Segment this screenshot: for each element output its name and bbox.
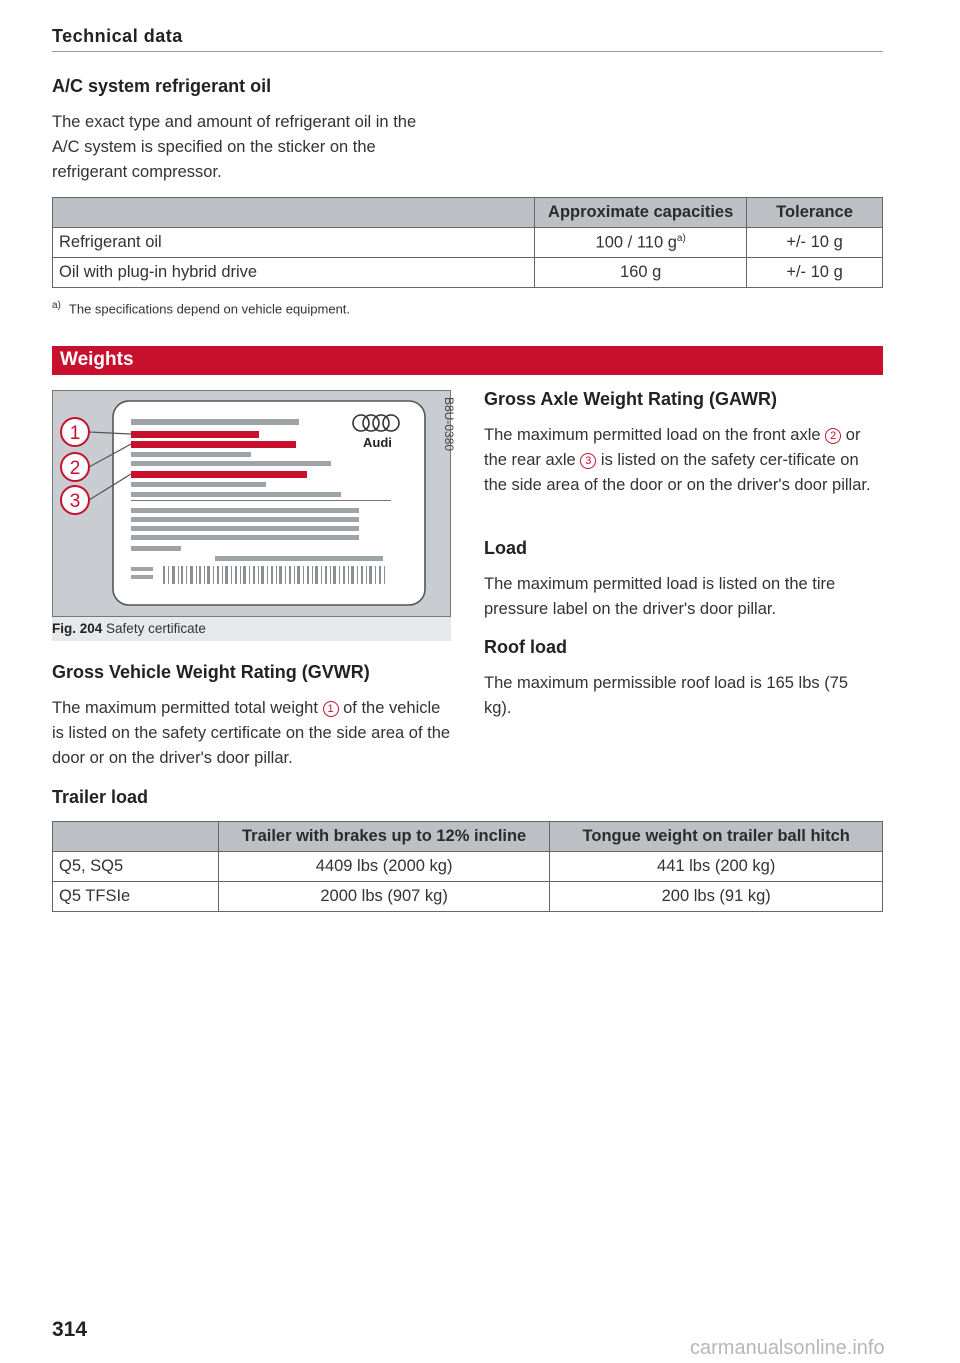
ac-intro: The exact type and amount of refrigerant oil in the A/C system is specified on the sticker on the refrigerant compressor.	[52, 113, 417, 181]
table-cell: +/- 10 g	[747, 258, 883, 288]
gvwr-heading: Gross Vehicle Weight Rating (GVWR)	[52, 662, 370, 682]
callout-1	[61, 418, 89, 446]
gvwr-text-after: of the vehicle is listed on the safety certificate on the side area of the door or on the driver's door pillar.	[52, 699, 451, 767]
gawr-text-a: The maximum permitted load on the front axle	[484, 426, 821, 444]
gvwr-text	[52, 696, 452, 771]
table-cell: +/- 10 g	[747, 228, 883, 258]
capacity-value: 100 / 110 g	[595, 233, 677, 252]
callout-number: 2	[69, 458, 81, 479]
ref-3-icon: 3	[580, 453, 596, 469]
footnote-text: The specifications depend on vehicle equipment.	[68, 301, 351, 317]
table-row	[53, 852, 883, 882]
table-cell: Oil with plug-in hybrid drive	[53, 258, 535, 288]
table-cell: Q5, SQ5	[53, 852, 219, 882]
table-header-row	[53, 822, 883, 852]
table-cell: 2000 lbs (907 kg)	[218, 882, 550, 912]
load-heading: Load	[484, 538, 527, 558]
table-row	[53, 258, 883, 288]
gawr-text-b: or the rear axle	[484, 426, 861, 469]
trailer-heading: Trailer load	[52, 787, 149, 807]
table-cell	[535, 228, 747, 258]
refrigerant-table	[52, 197, 883, 288]
section-title: Technical data	[52, 26, 183, 46]
ref-1-icon: 1	[323, 701, 339, 717]
table-header-cell: Tongue weight on trailer ball hitch	[550, 822, 883, 852]
gawr-text-c: is listed on the safety cer-tificate on the side area of the door or on the driver's door pillar.	[484, 451, 871, 494]
header-divider	[52, 51, 883, 52]
page-number: 314	[52, 1318, 88, 1341]
safety-certificate-figure	[52, 390, 456, 617]
figure-label: Fig. 204	[52, 621, 103, 636]
gawr-text	[484, 423, 882, 498]
table-row	[53, 882, 883, 912]
table-cell: Q5 TFSIe	[53, 882, 219, 912]
callout-number: 1	[69, 423, 81, 444]
figure-caption	[52, 617, 451, 641]
roof-load-text: The maximum permissible roof load is 165 lbs (75 kg).	[484, 674, 849, 717]
ref-2-icon: 2	[825, 428, 841, 444]
table-cell: Refrigerant oil	[53, 228, 535, 258]
figure-caption-text: Safety certificate	[106, 621, 206, 636]
table-cell: 4409 lbs (2000 kg)	[218, 852, 550, 882]
logo-text: Audi	[363, 435, 392, 450]
figure-code: B8U-0380	[442, 397, 456, 452]
table-row	[53, 228, 883, 258]
footnote	[52, 300, 350, 316]
table-cell: 200 lbs (91 kg)	[550, 882, 883, 912]
ac-heading: A/C system refrigerant oil	[52, 76, 272, 96]
weights-banner	[52, 346, 883, 375]
table-header-cell: Tolerance	[747, 198, 883, 228]
table-header-cell: Trailer with brakes up to 12% incline	[218, 822, 550, 852]
safety-certificate-illustration	[53, 391, 456, 616]
callout-3	[61, 486, 89, 514]
weights-banner-title: Weights	[60, 349, 134, 370]
table-cell: 160 g	[535, 258, 747, 288]
footnote-ref: a)	[676, 232, 686, 244]
table-header-cell	[53, 198, 535, 228]
footnote-mark: a)	[52, 300, 61, 311]
watermark: carmanualsonline.info	[690, 1337, 885, 1359]
table-cell: 441 lbs (200 kg)	[550, 852, 883, 882]
trailer-load-table	[52, 821, 883, 912]
callout-2	[61, 453, 89, 481]
callout-number: 3	[69, 491, 81, 512]
table-header-cell: Approximate capacities	[535, 198, 747, 228]
table-header-cell	[53, 822, 219, 852]
table-header-row	[53, 198, 883, 228]
roof-load-heading: Roof load	[484, 637, 567, 657]
load-text: The maximum permitted load is listed on the tire pressure label on the driver's door pillar.	[484, 575, 836, 618]
gvwr-text-before: The maximum permitted total weight	[52, 699, 318, 717]
gawr-heading: Gross Axle Weight Rating (GAWR)	[484, 389, 778, 409]
